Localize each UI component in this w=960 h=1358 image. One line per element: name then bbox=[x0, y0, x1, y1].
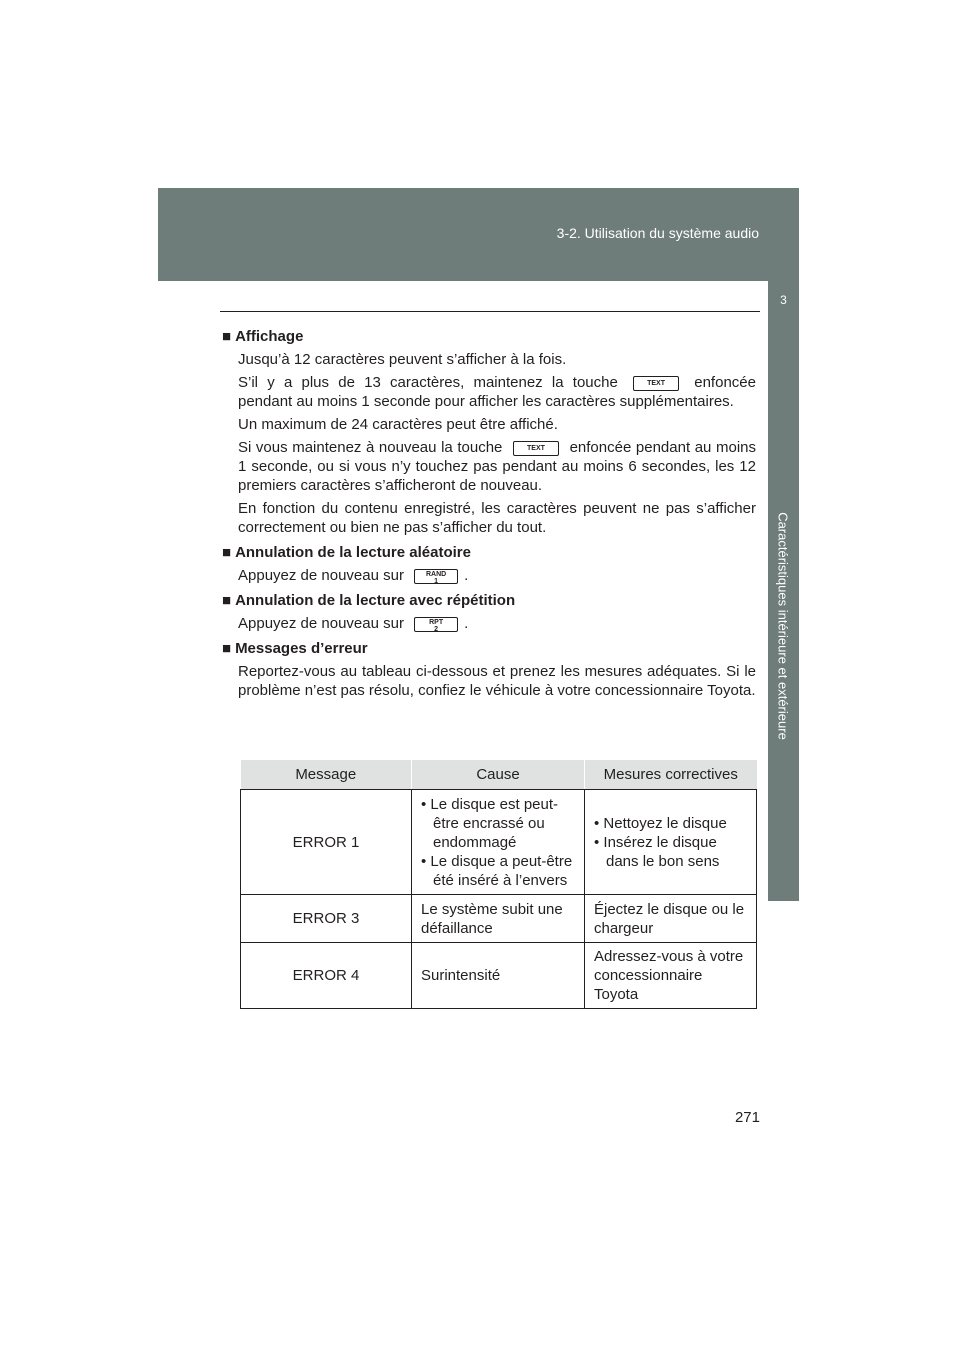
column-header: Mesures correctives bbox=[585, 760, 757, 790]
header-band bbox=[158, 188, 799, 281]
message-cell: ERROR 1 bbox=[241, 790, 412, 895]
rpt-key-icon bbox=[414, 617, 458, 632]
cause-item: • Le disque est peut-être encrassé ou endommagé bbox=[421, 795, 559, 851]
random-text bbox=[238, 566, 756, 585]
heading-repeat-label: Annulation de la lecture avec répétition bbox=[235, 592, 516, 609]
affichage-line4-a: Si vous maintenez à nouveau la touche bbox=[238, 439, 503, 456]
table-row bbox=[241, 895, 757, 943]
heading-errors-label: Messages d’erreur bbox=[235, 640, 368, 657]
table-header-row bbox=[241, 760, 757, 790]
cause-cell bbox=[412, 790, 585, 895]
square-bullet-icon: ■ bbox=[222, 544, 232, 561]
message-cell: ERROR 3 bbox=[241, 895, 412, 943]
table-row bbox=[241, 943, 757, 1009]
rpt-key-bottom: 2 bbox=[434, 625, 439, 633]
affichage-line5: En fonction du contenu enregistré, les caractères peuvent ne pas s’afficher correctement ou bien ne pas s’afficher du tout. bbox=[238, 500, 756, 536]
affichage-line2-b: enfoncée pendant au moins 1 seconde pour afficher les caractères supplémentaires. bbox=[238, 374, 756, 410]
square-bullet-icon: ■ bbox=[222, 592, 232, 609]
heading-random-label: Annulation de la lecture aléatoire bbox=[235, 544, 471, 561]
fix-cell bbox=[585, 790, 757, 895]
main-content bbox=[222, 327, 756, 704]
chapter-side-tab bbox=[768, 281, 799, 901]
repeat-text-b: . bbox=[464, 615, 469, 632]
rpt-key-top: RPT bbox=[429, 618, 444, 626]
fix-item: • Insérez le disque dans le bon sens bbox=[594, 833, 720, 870]
heading-affichage-label: Affichage bbox=[235, 328, 304, 345]
heading-repeat bbox=[222, 591, 756, 610]
page-number: 271 bbox=[734, 1109, 760, 1126]
cause-item: • Le disque a peut-être été inséré à l’envers bbox=[421, 852, 573, 889]
errors-text: Reportez-vous au tableau ci-dessous et prenez les mesures adéquates. Si le problème n’est pas résolu, confiez le véhicule à votre concessionnaire Toyota. bbox=[238, 663, 756, 699]
repeat-text-a: Appuyez de nouveau sur bbox=[238, 615, 404, 632]
affichage-line2-a: S’il y a plus de 13 caractères, maintenez la touche bbox=[238, 374, 618, 391]
chapter-label: Caractéristiques intérieure et extérieure bbox=[775, 512, 791, 740]
affichage-line2 bbox=[238, 373, 756, 411]
affichage-line3: Un maximum de 24 caractères peut être affiché. bbox=[238, 416, 558, 433]
square-bullet-icon: ■ bbox=[222, 328, 232, 345]
text-key-icon: TEXT bbox=[633, 376, 679, 391]
fix-item: • Nettoyez le disque bbox=[594, 814, 727, 832]
affichage-line4 bbox=[238, 438, 756, 495]
error-table bbox=[240, 760, 757, 1009]
message-cell: ERROR 4 bbox=[241, 943, 412, 1009]
rand-key-bottom: 1 bbox=[434, 577, 439, 585]
text-key-icon: TEXT bbox=[513, 441, 559, 456]
affichage-line1: Jusqu’à 12 caractères peuvent s’afficher à la fois. bbox=[238, 351, 567, 368]
affichage-line4-b: enfoncée pendant au moins 1 seconde, ou si vous n’y touchez pas pendant au moins 6 secondes, les 12 premiers caractères s’afficheront de nouveau. bbox=[238, 439, 756, 494]
random-text-b: . bbox=[464, 567, 469, 584]
random-text-a: Appuyez de nouveau sur bbox=[238, 567, 404, 584]
rand-key-top: RAND bbox=[426, 570, 447, 578]
square-bullet-icon: ■ bbox=[222, 640, 232, 657]
table-row bbox=[241, 790, 757, 895]
repeat-text bbox=[238, 614, 756, 633]
cause-cell: Surintensité bbox=[412, 943, 585, 1009]
fix-cell: Adressez-vous à votre concessionnaire Toyota bbox=[585, 943, 757, 1009]
heading-random bbox=[222, 543, 756, 562]
heading-affichage bbox=[222, 327, 756, 346]
heading-errors bbox=[222, 639, 756, 658]
fix-cell: Éjectez le disque ou le chargeur bbox=[585, 895, 757, 943]
rand-key-icon bbox=[414, 569, 458, 584]
cause-cell: Le système subit une défaillance bbox=[412, 895, 585, 943]
section-title: 3-2. Utilisation du système audio bbox=[556, 225, 759, 241]
column-header: Message bbox=[241, 760, 412, 790]
column-header: Cause bbox=[412, 760, 585, 790]
chapter-number: 3 bbox=[780, 293, 787, 307]
top-rule bbox=[220, 311, 760, 312]
